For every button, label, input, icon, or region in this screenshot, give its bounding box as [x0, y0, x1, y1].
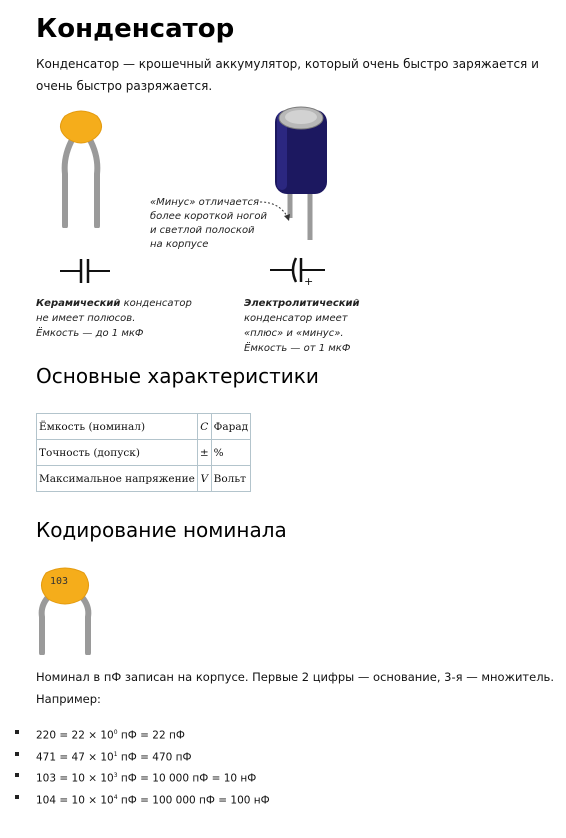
electrolytic-caption-line3: «плюс» и «минус». — [244, 328, 344, 339]
ceramic-body — [60, 111, 101, 143]
bullet-icon — [15, 730, 19, 734]
coding-paragraph: Номинал в пФ записан на корпусе. Первые 2 цифры — основание, 3-я — множитель. Например: — [36, 670, 554, 706]
param-symbol: ± — [197, 440, 211, 466]
example-rhs: пФ = 470 пФ — [117, 751, 192, 763]
bullet-icon — [15, 795, 19, 799]
intro-text: Конденсатор — крошечный аккумулятор, который очень быстро заряжается и очень быстро разряжается. — [36, 57, 539, 93]
ceramic-caption-line1: конденсатор — [120, 298, 192, 309]
example-rhs: пФ = 22 пФ — [117, 729, 185, 742]
ceramic-caption-line3: Ёмкость — до 1 мкФ — [36, 328, 144, 339]
example-lhs: 471 = 47 × 10 — [36, 751, 114, 763]
example-item — [36, 787, 270, 809]
cap-marking: 103 — [50, 576, 69, 587]
param-symbol: C — [197, 414, 211, 440]
param-unit: Фарад — [211, 414, 250, 440]
ceramic-capacitor-image — [55, 108, 115, 228]
bullet-icon — [15, 752, 19, 756]
example-exponent: 3 — [113, 772, 118, 779]
electrolytic-caption — [244, 296, 360, 356]
example-exponent: 1 — [113, 750, 118, 758]
electrolytic-caption-bold: Электролитический — [244, 298, 360, 309]
bullet-icon — [15, 773, 19, 777]
electrolytic-caption-line2: конденсатор имеет — [244, 313, 348, 324]
param-name: Максимальное напряжение — [37, 466, 198, 492]
example-item — [36, 765, 270, 787]
example-rhs: пФ = 100 000 пФ = 100 нФ — [117, 794, 270, 806]
param-name: Точность (допуск) — [37, 440, 198, 466]
ceramic-caption-bold: Керамический — [36, 298, 121, 309]
minus-note-line1: «Минус» отличается — [150, 197, 259, 208]
ceramic-lead-left — [65, 138, 73, 226]
example-item — [36, 722, 270, 744]
ceramic-schematic-symbol — [60, 256, 110, 286]
minus-note-line3: и светлой полоской — [150, 225, 255, 236]
example-exponent: 4 — [113, 793, 118, 801]
section-coding-heading: Кодирование номинала — [36, 518, 287, 542]
example-lhs: 104 = 10 × 10 — [36, 794, 114, 806]
minus-note-line4: на корпусе — [150, 239, 209, 250]
electrolytic-caption-line4: Ёмкость — от 1 мкФ — [244, 343, 351, 354]
electrolytic-schematic-symbol — [270, 256, 325, 290]
example-rhs: пФ = 10 000 пФ = 10 нФ — [117, 772, 257, 785]
param-unit: % — [211, 440, 250, 466]
examples-list — [36, 722, 270, 808]
example-item — [36, 744, 270, 766]
params-row — [37, 414, 251, 440]
param-unit: Вольт — [211, 466, 250, 492]
param-name: Ёмкость (номинал) — [37, 414, 198, 440]
params-table — [36, 413, 251, 492]
params-row — [37, 466, 251, 492]
params-row — [37, 440, 251, 466]
example-lhs: 103 = 10 × 10 — [36, 772, 114, 785]
minus-note — [150, 196, 267, 252]
example-lhs: 220 = 22 × 10 — [36, 729, 114, 742]
section-characteristics-heading: Основные характеристики — [36, 364, 319, 388]
example-exponent: 0 — [113, 729, 118, 736]
ceramic-lead-right — [89, 138, 97, 226]
plus-sign: + — [304, 275, 314, 288]
ceramic-caption — [36, 296, 192, 341]
param-symbol: V — [197, 466, 211, 492]
minus-note-arrow — [258, 196, 298, 226]
page-title: Конденсатор — [36, 14, 235, 44]
minus-note-line2: более короткой ногой — [150, 211, 267, 222]
ceramic-caption-line2: не имеет полюсов. — [36, 313, 136, 324]
